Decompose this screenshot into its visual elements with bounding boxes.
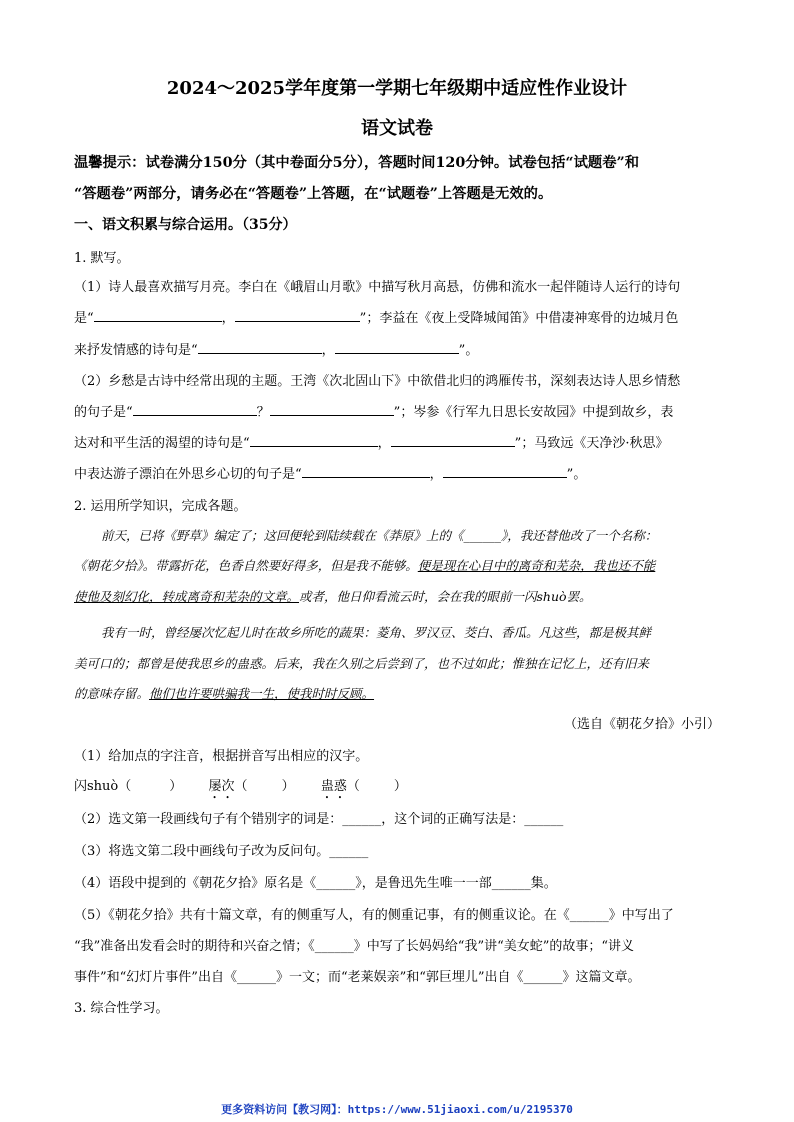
q2-sub5-line2: “我”准备出发看会时的期待和兴奋之情；《______》中写了长妈妈给“我”讲“美女蛇”的故事；“讲义 <box>74 939 635 954</box>
question-3-label: 3. 综合性学习。 <box>74 1001 169 1016</box>
underlined-sentence-2: 他们也许要哄骗我一生，使我时时反顾。 <box>149 686 375 701</box>
notice-line-1: 温馨提示：试卷满分150分（其中卷面分5分），答题时间120分钟。试卷包括“试题卷”和 <box>74 155 640 171</box>
q1-part2-line4: 中表达游子漂泊在外思乡心切的句子是“ ， ”。 <box>74 467 587 482</box>
notice-line-2: “答题卷”两部分，请务必在“答题卷”上答题，在“试题卷”上答题是无效的。 <box>74 186 553 202</box>
section-heading: 一、语文积累与综合运用。（35分） <box>74 217 297 233</box>
underlined-sentence-1-cont: 使他及刻幻化，转成离奇和芜杂的文章。 <box>74 589 300 604</box>
q1-part2-line1: （2）乡愁是古诗中经常出现的主题。王湾《次北固山下》中欲借北归的鸿雁传书，深刻表达诗人思乡情愁 <box>74 374 681 389</box>
q2-sub3: （3）将选文第二段中画线句子改为反问句。______ <box>74 844 369 859</box>
passage-source: （选自《朝花夕拾》小引） <box>563 717 720 732</box>
passage-para1-line1: 前天，已将《野草》编定了；这回便轮到陆续载在《莽原》上的《______》，我还替他改了一个名称： <box>101 528 658 543</box>
q1-part2-line2: 的句子是“ ？ ”；岑参《行军九日思长安故园》中提到故乡，表 <box>74 405 674 420</box>
page-subtitle: 语文试卷 <box>361 118 433 139</box>
q2-sub1-items: 闪shuò（ ） 屡次（ ） 蛊惑（ ） <box>74 779 407 794</box>
q2-sub4: （4）语段中提到的《朝花夕拾》原名是《______》，是鲁迅先生唯一一部______集。 <box>74 876 557 891</box>
q2-sub5-line3: 事件”和“幻灯片事件”出自《______》一文；而“老莱娱亲”和“郭巨埋儿”出自《______》这篇文章。 <box>74 970 641 985</box>
page-title: 2024～2025学年度第一学期七年级期中适应性作业设计 <box>166 78 628 99</box>
q1-part1-line2: 是“ ， ”；李益在《夜上受降城闻笛》中借凄神寒骨的边城月色 <box>74 311 679 326</box>
question-1-label: 1. 默写。 <box>74 251 130 266</box>
passage-para2-line3: 的意味存留。他们也许要哄骗我一生，使我时时反顾。 <box>74 686 375 701</box>
q2-sub5-line1: （5）《朝花夕拾》共有十篇文章，有的侧重写人，有的侧重记事，有的侧重议论。在《______》中写出了 <box>74 908 674 923</box>
passage-para2-line2: 美可口的；都曾是使我思乡的蛊惑。后来，我在久别之后尝到了，也不过如此；惟独在记忆上，还有旧来 <box>74 656 650 671</box>
passage-para1-line3: 使他及刻幻化，转成离奇和芜杂的文章。或者，他日仰看流云时，会在我的眼前一闪shuò罢。 <box>74 589 592 604</box>
q1-part2-line3: 达对和平生活的渴望的诗句是“ ， ”；马致远《天净沙·秋思》 <box>74 436 669 451</box>
q1-part1-line3: 来抒发情感的诗句是“ ， ”。 <box>74 343 479 358</box>
q2-sub2: （2）选文第一段画线句子有个错别字的词是：______，这个词的正确写法是：______ <box>74 812 564 827</box>
footer-link[interactable]: 更多资料访问【教习网】：https://www.51jiaoxi.com/u/2195370 <box>221 1103 573 1116</box>
passage-para2-line1: 我有一时，曾经屡次忆起儿时在故乡所吃的蔬果：菱角、罗汉豆、茭白、香瓜。凡这些，都是极其鲜 <box>101 625 652 640</box>
underlined-sentence-1: 便是现在心目中的离奇和芜杂，我也还不能 <box>417 558 656 573</box>
question-2-label: 2. 运用所学知识，完成各题。 <box>74 499 247 514</box>
q1-part1-line1: （1）诗人最喜欢描写月亮。李白在《峨眉山月歌》中描写秋月高悬，仿佛和流水一起伴随诗人运行的诗句 <box>74 280 681 295</box>
passage-para1-line2: 《朝花夕拾》。带露折花，色香自然要好得多，但是我不能够。便是现在心目中的离奇和芜杂，我也还不能 <box>74 558 656 573</box>
q2-sub1: （1）给加点的字注音，根据拼音写出相应的汉字。 <box>74 749 369 764</box>
